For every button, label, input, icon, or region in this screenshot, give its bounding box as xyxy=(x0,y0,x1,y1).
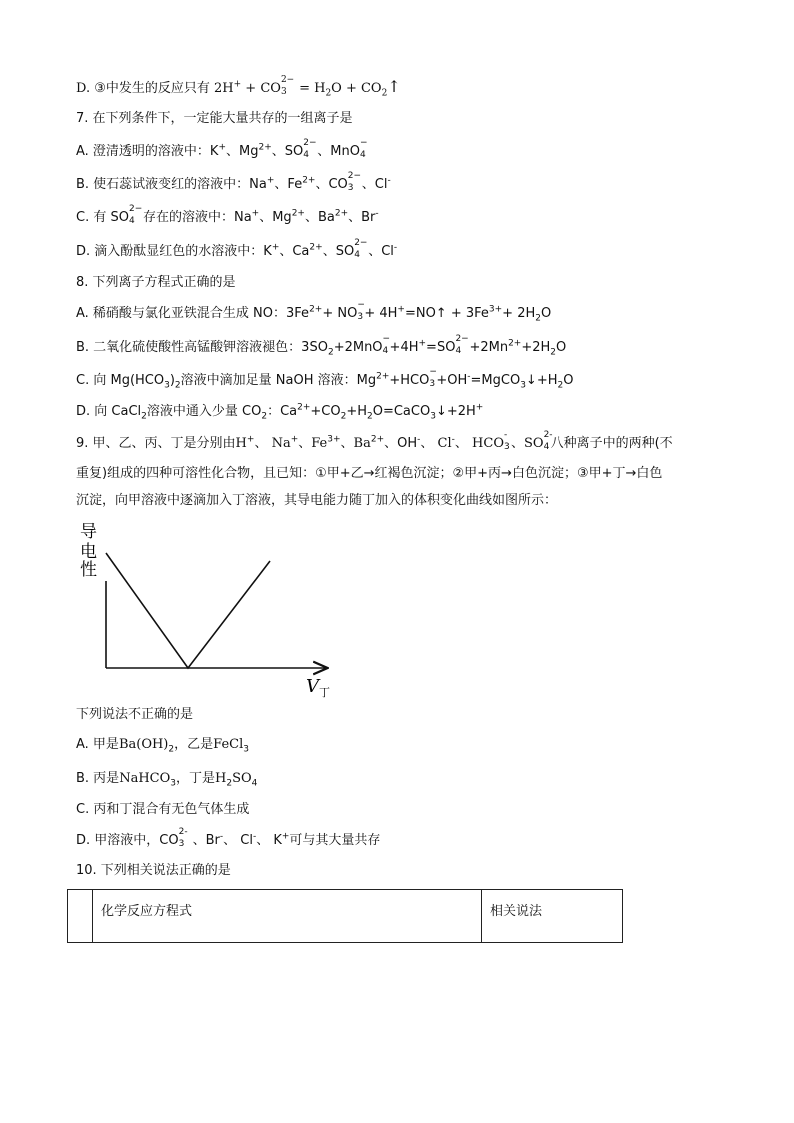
q9-na-charge: + xyxy=(290,434,299,445)
q8d-t5: O=CaCO xyxy=(372,404,431,419)
q6d-sub2: 2 xyxy=(325,88,332,99)
q9-h: H xyxy=(235,436,247,451)
q7c-na-charge: + xyxy=(251,208,260,219)
q6d-sup: + xyxy=(233,79,242,90)
q8c-text: C. 向 Mg(HCO xyxy=(76,373,165,388)
q7b-fe-charge: 2+ xyxy=(302,175,316,186)
q8c-t2: +HCO xyxy=(389,373,430,388)
q8a-t4: + 2H xyxy=(502,306,536,321)
q9-fe: 、Fe xyxy=(298,436,328,451)
q8c-c1: 2+ xyxy=(376,371,390,382)
q8b-t3: =SO xyxy=(426,340,456,355)
conductivity-chart xyxy=(66,515,346,700)
q8b-c2: 2+ xyxy=(508,338,522,349)
q8-option-b xyxy=(76,334,567,358)
q7-option-b xyxy=(76,171,391,194)
q8a-t5: O xyxy=(540,306,552,321)
q6d-sub: 3 xyxy=(280,87,287,97)
q7a-mg-charge: 2+ xyxy=(258,142,272,153)
q9-oh-charge: - xyxy=(417,434,421,445)
q8d-s2b: 2 xyxy=(261,411,268,422)
q9b-text: B. 丙是 xyxy=(76,771,120,786)
q7b-co: 、CO xyxy=(315,177,348,192)
q9-stem: 下列说法不正确的是 xyxy=(76,707,194,722)
q8b-t5: +2H xyxy=(521,340,551,355)
q7b-co-sub: 3 xyxy=(347,183,354,193)
q9d-cl-charge: - xyxy=(252,831,257,842)
q9-so-stack xyxy=(543,430,553,452)
q9a-text: A. 甲是 xyxy=(76,737,119,752)
q6d-stack xyxy=(280,75,295,97)
q8b-t1: +2MnO xyxy=(333,340,383,355)
q9d-br-charge: - xyxy=(219,831,224,842)
q7a-so-charge: 2− xyxy=(303,138,317,148)
q6d-mid2: = H xyxy=(294,81,326,96)
q9-option-b xyxy=(76,770,257,788)
q7d-so-sub: 4 xyxy=(354,250,360,260)
q6d-mid3: O + CO xyxy=(331,81,382,96)
q9d-k-charge: + xyxy=(281,831,290,842)
q8c-s3b: 3 xyxy=(429,379,436,389)
q9-ba-charge: 2+ xyxy=(370,434,385,445)
q8a-t2: + 4H xyxy=(364,306,398,321)
q7a-text: A. 澄清透明的溶液中：K xyxy=(76,144,219,159)
q9-h-charge: + xyxy=(246,434,255,445)
q9-option-d xyxy=(76,827,381,850)
q7b-cl-charge: - xyxy=(387,175,391,186)
q7a-mn-charge: − xyxy=(359,138,368,148)
q8-option-a xyxy=(76,300,552,324)
q7a-mn-stack xyxy=(359,138,368,160)
q9-l1-post: 八种离子中的两种(不 xyxy=(550,436,673,451)
q8c-c2: - xyxy=(467,371,471,382)
q7-stem: 7. 在下列条件下，一定能大量共存的一组离子是 xyxy=(76,111,353,126)
q8c-t0: ) xyxy=(169,373,175,388)
q7d-so-stack xyxy=(354,238,368,260)
q9b-mid: ，丁是 xyxy=(176,771,216,786)
q7a-k-charge: + xyxy=(218,142,227,153)
q9b-so: SO xyxy=(232,771,252,786)
q8-option-c xyxy=(76,367,574,391)
q8d-text: D. 向 CaCl xyxy=(76,404,142,419)
q8d-t4: +H xyxy=(346,404,367,419)
q9-hco-charge: - xyxy=(503,430,508,440)
q8a-t1: + NO xyxy=(322,306,358,321)
q7a-mn-sub: 4 xyxy=(359,150,366,160)
q9a-mid: ，乙是 xyxy=(174,737,214,752)
q9d-k: 、 K xyxy=(256,833,282,848)
q9a-ba: Ba(OH) xyxy=(118,737,169,752)
q9-fe-charge: 3+ xyxy=(327,434,341,445)
x-label-v: V xyxy=(306,676,319,697)
q9d-cl: 、 Cl xyxy=(223,833,253,848)
q9b-nh: NaHCO xyxy=(119,771,171,786)
q7a-so-stack xyxy=(303,138,317,160)
q8d-s2c: 2 xyxy=(340,411,347,422)
q9d-br: 、Br xyxy=(192,833,220,848)
q8b-t4: +2Mn xyxy=(469,340,509,355)
q8c-cm: − xyxy=(429,367,437,377)
q8d-t1: 溶液中通入少量 CO xyxy=(146,404,262,419)
q7d-k-charge: + xyxy=(271,242,280,253)
q8d-s3: 3 xyxy=(430,411,436,422)
q9b-s2: 2 xyxy=(226,778,233,789)
q8a-c2: + xyxy=(397,304,405,315)
q8b-stack2 xyxy=(455,334,469,356)
q9-hco-stack xyxy=(503,430,511,452)
q9-cl: 、 Cl xyxy=(420,436,452,451)
q8b-s2: 2 xyxy=(327,347,334,358)
q7c-mid: 存在的溶液中：Na xyxy=(142,210,252,225)
q9d-co-stack xyxy=(178,827,193,849)
q7c-so-charge: 2− xyxy=(128,204,143,214)
q8b-t2: +4H xyxy=(389,340,419,355)
q8c-t1: 溶液中滴加足量 NaOH 溶液：Mg xyxy=(180,373,377,388)
q8b-c1: + xyxy=(418,338,427,349)
y-label-char-1: 导 xyxy=(80,522,97,542)
q6d-mid1: + CO xyxy=(241,81,281,96)
q9-so-charge: 2- xyxy=(543,430,553,440)
table-row xyxy=(68,890,623,943)
q9-line2: 重复)组成的四种可溶性化合物，且已知：①甲+乙→红褐色沉淀；②甲+丙→白色沉淀；③甲+丁→白色 xyxy=(76,466,663,481)
q7c-br-charge: - xyxy=(375,208,379,219)
q9a-fe: FeCl xyxy=(213,737,244,752)
q9d-post: 可与其大量共存 xyxy=(289,833,381,848)
q8b-s4b: 4 xyxy=(455,346,462,356)
q8c-t3: +OH xyxy=(436,373,468,388)
q8c-t4: =MgCO xyxy=(470,373,521,388)
q9-so: 、SO xyxy=(510,436,544,451)
q9-hco-sub: 3 xyxy=(503,442,510,452)
q9b-h: H xyxy=(215,771,227,786)
q8-stem: 8. 下列离子方程式正确的是 xyxy=(76,275,236,290)
q9-hco: 、 HCO xyxy=(454,436,504,451)
q7a-mg: 、Mg xyxy=(226,144,259,159)
q8c-s3: 3 xyxy=(164,380,170,391)
q8a-stack xyxy=(357,300,365,322)
q7b-text: B. 使石蕊试液变红的溶液中：Na xyxy=(76,177,267,192)
q8a-c1: 2+ xyxy=(309,304,323,315)
q7c-ba: 、Ba xyxy=(304,210,335,225)
q8a-text: A. 稀硝酸与氯化亚铁混合生成 NO：3Fe xyxy=(76,306,310,321)
q7c-so-stack xyxy=(128,204,143,226)
q8a-c3: 3+ xyxy=(488,304,503,315)
q8c-s2b: 2 xyxy=(557,380,564,391)
q8c-s2: 2 xyxy=(174,380,181,391)
q8a-s2: 2 xyxy=(535,313,541,324)
q7d-cl: 、Cl xyxy=(368,244,394,259)
q7c-mg: 、Mg xyxy=(259,210,292,225)
q7d-so: 、SO xyxy=(322,244,355,259)
q9d-co-sub: 3 xyxy=(178,839,185,849)
q6d-sub2b: 2 xyxy=(381,88,388,99)
x-label-sub: 丁 xyxy=(319,686,330,699)
q9-line3: 沉淀，向甲溶液中逐滴加入丁溶液，其导电能力随丁加入的体积变化曲线如图所示： xyxy=(76,493,558,508)
y-label-char-2: 电 xyxy=(80,542,97,562)
q7d-text: D. 滴入酚酞显红色的水溶液中：K xyxy=(76,244,272,259)
table-header-equation: 化学反应方程式 xyxy=(93,890,482,943)
q9-so-sub: 4 xyxy=(543,442,550,452)
q9-option-a xyxy=(76,736,249,754)
q9d-co-charge: 2- xyxy=(178,827,188,837)
q7d-cl-charge: - xyxy=(393,242,398,253)
conductivity-line xyxy=(106,553,270,668)
q7c-ba-charge: 2+ xyxy=(334,208,349,219)
q6-option-d xyxy=(76,75,401,99)
q9-cl-charge: - xyxy=(451,434,455,445)
q9-na: 、 Na xyxy=(254,436,291,451)
q8b-c2m: 2− xyxy=(455,334,469,344)
q7b-fe: 、Fe xyxy=(274,177,303,192)
q8c-t6: O xyxy=(563,373,574,388)
table-cell-index xyxy=(68,890,93,943)
q9-option-c: C. 丙和丁混合有无色气体生成 xyxy=(76,802,250,817)
q9d-text: D. 甲溶液中，CO xyxy=(76,833,179,848)
q7b-co-stack xyxy=(347,171,362,193)
q6d-text: D. ③中发生的反应只有 2H xyxy=(76,81,234,96)
q9b-s4: 4 xyxy=(251,778,258,789)
q7-option-d xyxy=(76,238,398,261)
q7d-ca-charge: 2+ xyxy=(309,242,323,253)
q8b-text: B. 二氧化硫使酸性高锰酸钾溶液褪色：3SO xyxy=(76,340,328,355)
gas-arrow: ↑ xyxy=(387,77,401,96)
q8c-stack xyxy=(429,367,437,389)
q10-table xyxy=(67,889,623,943)
q8d-c1: 2+ xyxy=(297,402,311,413)
q8d-s2: 2 xyxy=(141,411,147,422)
q9-l1-pre: 9. 甲、乙、丙、丁是分别由 xyxy=(76,436,236,451)
q6d-charge: 2− xyxy=(280,75,295,85)
q7c-br: 、Br xyxy=(348,210,376,225)
q9-ba: 、Ba xyxy=(340,436,371,451)
q8a-s3: 3 xyxy=(357,312,364,322)
q8c-s3c: 3 xyxy=(520,380,526,391)
q7b-na-charge: + xyxy=(266,175,275,186)
q7c-so-sub: 4 xyxy=(128,216,135,226)
q8-option-d xyxy=(76,403,483,421)
q7a-mn: 、MnO xyxy=(317,144,360,159)
q7-option-c xyxy=(76,204,379,227)
q7c-text: C. 有 SO xyxy=(76,210,129,225)
q10-stem: 10. 下列相关说法正确的是 xyxy=(76,863,231,878)
y-label-char-3: 性 xyxy=(80,560,97,580)
q7a-so: 、SO xyxy=(271,144,304,159)
q8b-s2b: 2 xyxy=(550,347,557,358)
q8d-t3: +CO xyxy=(310,404,341,419)
q9-oh: 、OH xyxy=(384,436,418,451)
q7a-so-sub: 4 xyxy=(303,150,309,160)
q8d-t6: ↓+2H xyxy=(435,404,476,419)
q7b-co-charge: 2− xyxy=(347,171,362,181)
q8d-s2d: 2 xyxy=(367,411,373,422)
q8d-t2: ：Ca xyxy=(267,404,298,419)
q7d-ca: 、Ca xyxy=(279,244,310,259)
q8c-t5: ↓+H xyxy=(525,373,558,388)
q7-option-a xyxy=(76,138,368,161)
table-header-remark: 相关说法 xyxy=(482,890,623,943)
q8b-t6: O xyxy=(556,340,567,355)
q9a-s2: 2 xyxy=(168,744,175,755)
q8d-c2: + xyxy=(475,402,484,413)
q8b-s4: 4 xyxy=(382,346,389,356)
q8b-stack1 xyxy=(382,334,391,356)
q8a-t3: =NO↑ + 3Fe xyxy=(404,306,489,321)
q9a-s3: 3 xyxy=(243,744,249,755)
q7b-cl: 、Cl xyxy=(361,177,388,192)
q8a-cm: − xyxy=(357,300,365,310)
q7d-so-charge: 2− xyxy=(354,238,368,248)
q7c-mg-charge: 2+ xyxy=(291,208,305,219)
q9-line1 xyxy=(76,430,673,453)
q8b-cm: − xyxy=(382,334,391,344)
q9b-s3: 3 xyxy=(170,778,176,789)
